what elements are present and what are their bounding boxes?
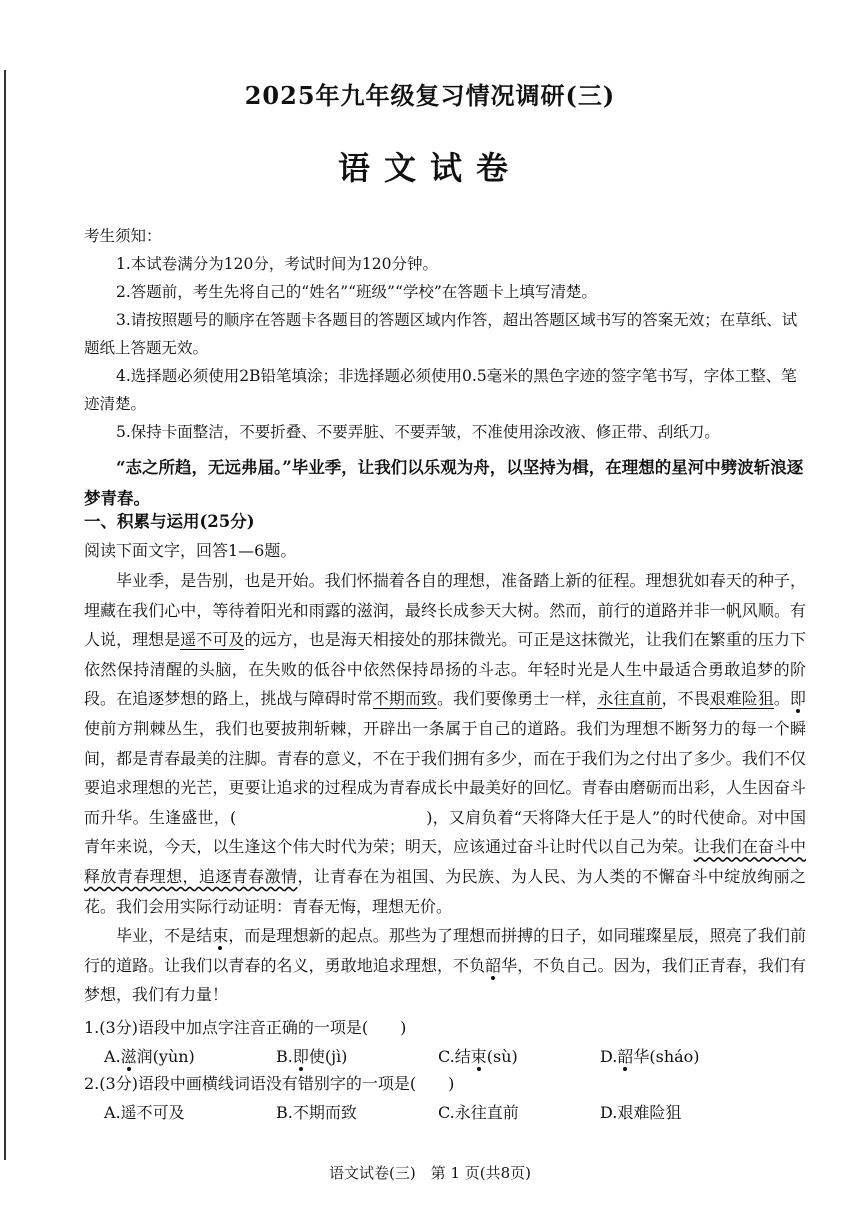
option-label: A. xyxy=(104,1047,121,1066)
option-label: C.结 xyxy=(438,1047,471,1066)
option-c[interactable]: C.永往直前 xyxy=(438,1103,519,1122)
passage-text: 使前方荆棘丛生，我们也要披荆斩棘，开辟出一条属于自己的道路。我们为理想不断努力的每一个瞬间，都是青春最美的注脚。青春的意义，不在于我们拥有多少，而在于我们为之付出了多少。我们不仅要追求理想的光芒，更要让追求的过程成为青春成长中最美好的回忆。青春由磨砺而出彩，人生因奋斗而升华。生逢盛世，( xyxy=(84,718,806,827)
passage-paragraph-2 xyxy=(84,921,806,1010)
dotted-character: 滋 xyxy=(120,1047,137,1066)
reading-instruction: 阅读下面文字，回答1—6题。 xyxy=(84,541,297,560)
underlined-term: 遥不可及 xyxy=(180,630,245,650)
option-b[interactable] xyxy=(276,1044,347,1067)
dotted-character: 束 xyxy=(212,926,229,946)
section-heading: 一、积累与运用(25分) xyxy=(84,512,255,531)
note-item: 3.请按照题号的顺序在答题卡各题目的答题区域内作答，超出答题区域书写的答案无效；在草纸、试题纸上答题无效。 xyxy=(84,311,798,357)
passage-text: 的远方，也是海天相接处的那抹微光。可正是这抹微光，让我们在繁重的压力下依然保持清醒的头脑，在失败的低谷中依然保持昂扬的斗志。年轻时光是人生中最适合勇敢追梦的阶段。在追逐梦想的路上，挑战与障碍时常 xyxy=(84,630,806,709)
question-1-stem: 1.(3分)语段中加点字注音正确的一项是( ) xyxy=(84,1018,407,1037)
notes-heading: 考生须知： xyxy=(84,227,162,245)
passage-text: 毕业，不是结 xyxy=(116,926,213,946)
wavy-underlined-sentence: 让我们在奋斗中释放青春理想，追逐青春激情 xyxy=(84,837,806,886)
passage-paragraph-1 xyxy=(84,566,806,921)
dotted-character: 韶 xyxy=(617,1047,634,1066)
option-text: 润(yùn) xyxy=(136,1047,195,1066)
underlined-term: 永往直前 xyxy=(597,689,662,709)
option-text: (sù) xyxy=(486,1047,518,1066)
option-label: B. xyxy=(276,1047,293,1066)
reading-passage xyxy=(84,566,806,1010)
underlined-term: 不期而致 xyxy=(372,689,437,709)
option-b[interactable]: B.不期而致 xyxy=(276,1103,357,1122)
candidate-notes xyxy=(84,222,804,446)
passage-text: ，让青春在为祖国、为民族、为人民、为人类的不懈奋斗中绽放绚丽之花。我们会用实际行动证明：青春无悔，理想无价。 xyxy=(84,866,806,916)
option-c[interactable] xyxy=(438,1044,518,1067)
option-a[interactable]: A.遥不可及 xyxy=(104,1103,185,1122)
passage-text: 毕业季，是告别，也是开始。我们怀揣着各自的理想，准备踏上新的征程。理想犹如春天的种子，埋藏在我们心中，等待着阳光和雨露的滋润，最终长成参天大树。然而，前行的道路并非一帆风顺。有人说，理想是 xyxy=(84,571,806,650)
option-text: 华(sháo) xyxy=(633,1047,700,1066)
option-label: D. xyxy=(600,1047,618,1066)
exam-title: 2025年九年级复习情况调研(三) xyxy=(244,81,616,110)
underlined-term: 艰难险狙 xyxy=(709,689,774,709)
question-2-stem: 2.(3分)语段中画横线词语没有错别字的一项是( ) xyxy=(84,1074,455,1093)
passage-text: 华，不负自己。因为，我们正青春，我们有梦想，我们有力量！ xyxy=(84,955,806,1005)
dotted-character: 束 xyxy=(470,1047,487,1066)
option-a[interactable] xyxy=(104,1044,195,1067)
passage-text: )，又肩负着“天将降大任于是人”的时代使命。对中国青年来说，今天，以生逢这个伟大时代为荣；明天，应该通过奋斗让时代以自己为荣。 xyxy=(84,807,806,857)
option-d[interactable]: D.艰难险狙 xyxy=(600,1103,682,1122)
dotted-character: 即 xyxy=(292,1047,309,1066)
option-text: 使(jì) xyxy=(308,1047,348,1066)
dotted-character: 韶 xyxy=(485,955,502,975)
option-d[interactable] xyxy=(600,1044,700,1067)
passage-text: 。 xyxy=(773,689,790,709)
note-item: 5.保持卡面整洁，不要折叠、不要弄脏、不要弄皱，不准使用涂改液、修正带、刮纸刀。 xyxy=(116,423,720,441)
note-item: 4.选择题必须使用2B铅笔填涂；非选择题必须使用0.5毫米的黑色字迹的签字笔书写，字体工整、笔迹清楚。 xyxy=(84,367,797,413)
passage-text: ，而是理想新的起点。那些为了理想而拼搏的日子，如同璀璨星辰，照亮了我们前行的道路。让我们以青春的名义，勇敢地追求理想，不负 xyxy=(84,926,806,975)
note-item: 2.答题前，考生先将自己的“姓名”“班级”“学校”在答题卡上填写清楚。 xyxy=(116,283,597,301)
subject-title: 语文试卷 xyxy=(337,149,522,187)
note-item: 1.本试卷满分为120分，考试时间为120分钟。 xyxy=(116,255,438,273)
binding-edge-line xyxy=(4,70,6,1160)
passage-text: ，不畏 xyxy=(661,689,710,709)
page-footer: 语文试卷(三) 第 1 页(共8页) xyxy=(328,1164,532,1182)
dotted-character: 即 xyxy=(789,689,806,709)
section-intro: “志之所趋，无远弗届。”毕业季，让我们以乐观为舟，以坚持为楫，在理想的星河中劈波斩浪逐梦青春。 xyxy=(84,458,804,508)
passage-text: 。我们要像勇士一样， xyxy=(436,689,598,709)
